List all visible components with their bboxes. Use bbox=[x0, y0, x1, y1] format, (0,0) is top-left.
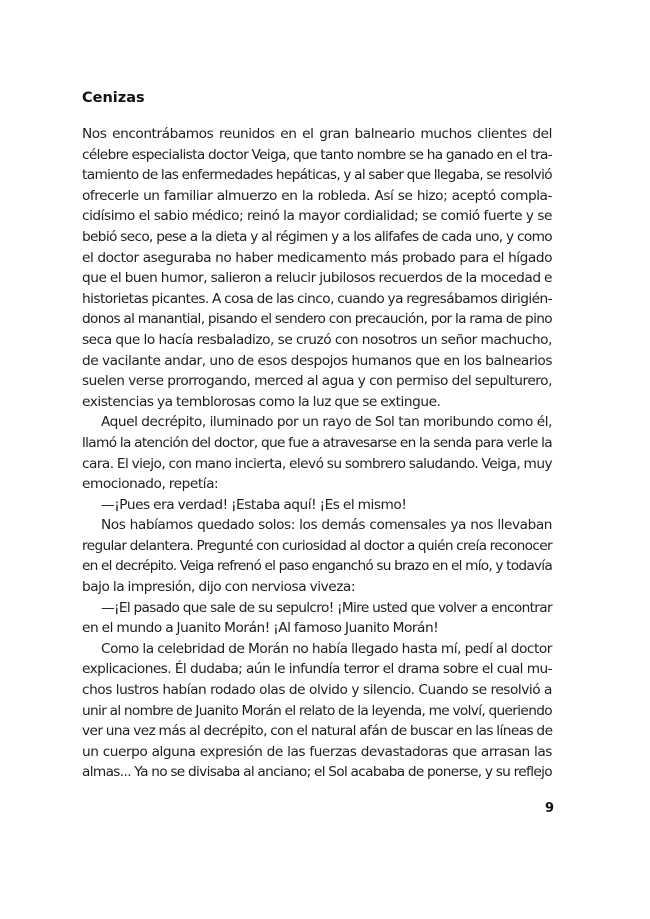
text-line: cidísimo el sabio médico; reinó la mayor cordialidad; se comió fuerte y se bbox=[82, 208, 552, 225]
text-line: regular delantera. Pregunté con curiosidad al doctor a quién creía reconocer bbox=[82, 537, 552, 554]
text-line: —¡El pasado que sale de su sepulcro! ¡Mire usted que volver a encontrar bbox=[101, 599, 552, 616]
text-line: almas... Ya no se divisaba al anciano; el Sol acababa de ponerse, y su reflejo bbox=[82, 764, 552, 781]
text-line: Aquel decrépito, iluminado por un rayo de Sol tan moribundo como él, bbox=[101, 414, 552, 431]
text-line: de vacilante andar, uno de esos despojos humanos que en los balnearios bbox=[82, 352, 552, 369]
text-line: bebió seco, pese a la dieta y al régimen y a los alifafes de cada uno, y como bbox=[82, 228, 552, 245]
text-line: emocionado, repetía: bbox=[82, 476, 219, 493]
text-line: existencias ya temblorosas como la luz que se extingue. bbox=[82, 393, 441, 410]
text-line: —¡Pues era verdad! ¡Estaba aquí! ¡Es el mismo! bbox=[101, 496, 407, 513]
text-line: ofrecerle un familiar almuerzo en la robleda. Así se hizo; aceptó compla- bbox=[82, 187, 552, 204]
text-line: bajo la impresión, dijo con nerviosa viveza: bbox=[82, 579, 356, 596]
text-line: Nos encontrábamos reunidos en el gran balneario muchos clientes del bbox=[82, 126, 552, 142]
text-line: donos al manantial, pisando el sendero con precaución, por la rama de pino bbox=[82, 311, 552, 328]
text-line: chos lustros habían rodado olas de olvido y silencio. Cuando se resolvió a bbox=[82, 682, 552, 699]
text-line: Nos habíamos quedado solos: los demás comensales ya nos llevaban bbox=[101, 517, 552, 534]
text-line: Como la celebridad de Morán no había llegado hasta mí, pedí al doctor bbox=[101, 640, 552, 657]
text-line: en el mundo a Juanito Morán! ¡Al famoso Juanito Morán! bbox=[82, 620, 439, 637]
text-line: historietas picantes. A cosa de las cinco, cuando ya regresábamos dirigién- bbox=[82, 290, 553, 307]
text-line: célebre especialista doctor Veiga, que tanto nombre se ha ganado en el tra- bbox=[82, 146, 552, 163]
page-number: 9 bbox=[544, 801, 554, 816]
text-line: llamó la atención del doctor, que fue a atravesarse en la senda para verle la bbox=[82, 434, 552, 451]
text-line: cara. El viejo, con mano incierta, elevó su sombrero saludando. Veiga, muy bbox=[82, 455, 552, 472]
text-line: el doctor aseguraba no haber medicamento más probado para el hígado bbox=[82, 249, 552, 266]
text-line: en el decrépito. Veiga refrenó el paso enganchó su brazo en el mío, y todavía bbox=[82, 558, 552, 575]
text-line: tamiento de las enfermedades hepáticas, y al saber que llegaba, se resolvió bbox=[82, 167, 552, 184]
text-line: ver una vez más al decrépito, con el natural afán de buscar en las líneas de bbox=[82, 723, 553, 740]
text-line: seca que lo hacía resbaladizo, se cruzó con nosotros un señor machucho, bbox=[82, 331, 552, 348]
text-line: que el buen humor, salieron a relucir jubilosos recuerdos de la mocedad e bbox=[82, 270, 552, 287]
text-line: explicaciones. Él dudaba; aún le infundía terror el drama sobre el cual mu- bbox=[82, 661, 552, 678]
text-line: suelen verse prorrogando, merced al agua y con permiso del sepulturero, bbox=[82, 373, 552, 390]
text-line: un cuerpo alguna expresión de las fuerzas devastadoras que arrasan las bbox=[82, 743, 552, 760]
body-text bbox=[82, 124, 552, 783]
text-line: unir al nombre de Juanito Morán el relato de la leyenda, me volví, queriendo bbox=[82, 702, 552, 719]
chapter-title: Cenizas bbox=[82, 90, 145, 106]
